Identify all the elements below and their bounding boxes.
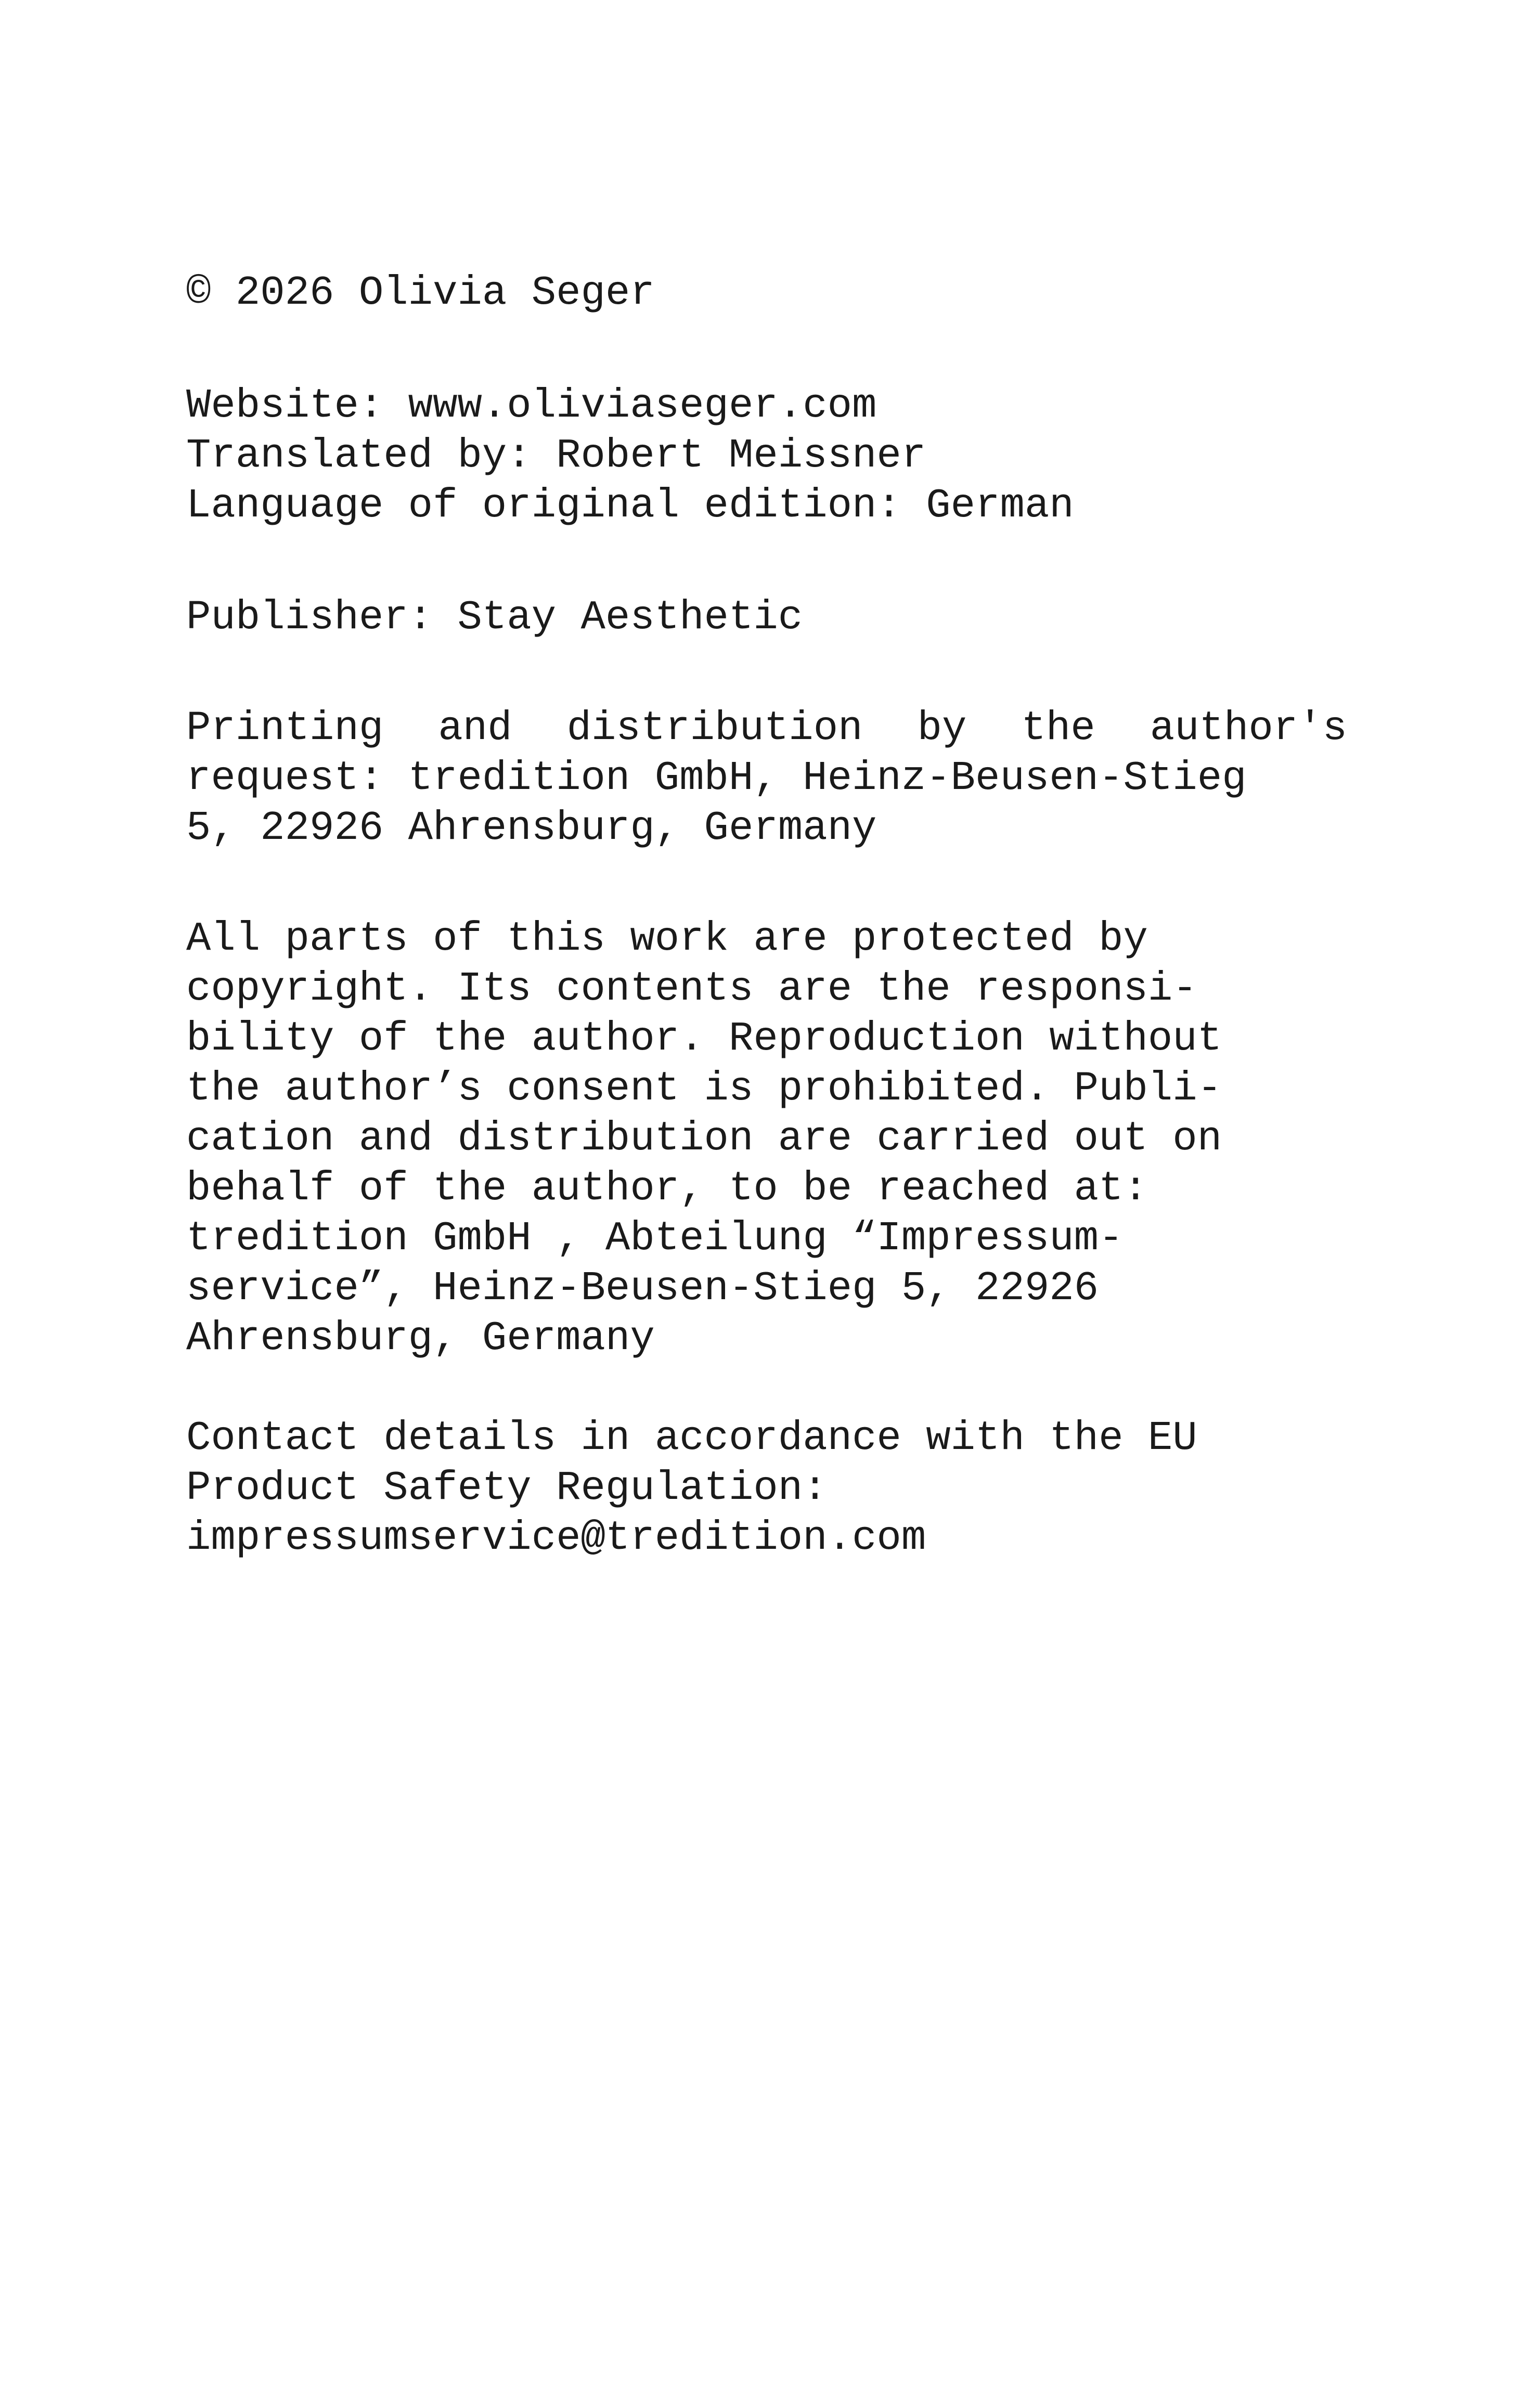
- rights-line-2: copyright. Its contents are the responsi-: [186, 965, 1197, 1012]
- contact-email: impressumservice@tredition.com: [186, 1514, 926, 1561]
- imprint-content: [186, 268, 1351, 1563]
- rights-line-3: bility of the author. Reproduction without: [186, 1015, 1222, 1062]
- spacer: [186, 1363, 1351, 1413]
- translator-line: Translated by: Robert Meissner: [186, 432, 926, 479]
- spacer: [186, 530, 1351, 592]
- contact-line-1: Contact details in accordance with the EU: [186, 1415, 1197, 1461]
- rights-line-4: the author’s consent is prohibited. Publi-: [186, 1065, 1222, 1112]
- copyright-line: © 2026 Olivia Seger: [186, 269, 655, 316]
- spacer: [186, 318, 1351, 381]
- rights-line-1: All parts of this work are protected by: [186, 915, 1148, 962]
- printing-line-2: request: tredition GmbH, Heinz-Beusen-Stieg: [186, 755, 1247, 801]
- publisher-line: Publisher: Stay Aesthetic: [186, 594, 803, 641]
- rights-line-6: behalf of the author, to be reached at:: [186, 1165, 1148, 1212]
- printing-line-3: 5, 22926 Ahrensburg, Germany: [186, 805, 877, 851]
- rights-line-8: service”, Heinz-Beusen-Stieg 5, 22926: [186, 1265, 1099, 1312]
- rights-line-7: tredition GmbH , Abteilung “Impressum-: [186, 1215, 1124, 1262]
- contact-line-2: Product Safety Regulation:: [186, 1465, 828, 1511]
- original-language-line: Language of original edition: German: [186, 482, 1074, 529]
- rights-line-9: Ahrensburg, Germany: [186, 1315, 655, 1362]
- printing-line-1: Printing and distribution by the author's: [186, 705, 1347, 752]
- website-line: Website: www.oliviaseger.com: [186, 382, 877, 429]
- rights-line-5: cation and distribution are carried out on: [186, 1115, 1222, 1162]
- spacer: [186, 853, 1351, 914]
- spacer: [186, 642, 1351, 703]
